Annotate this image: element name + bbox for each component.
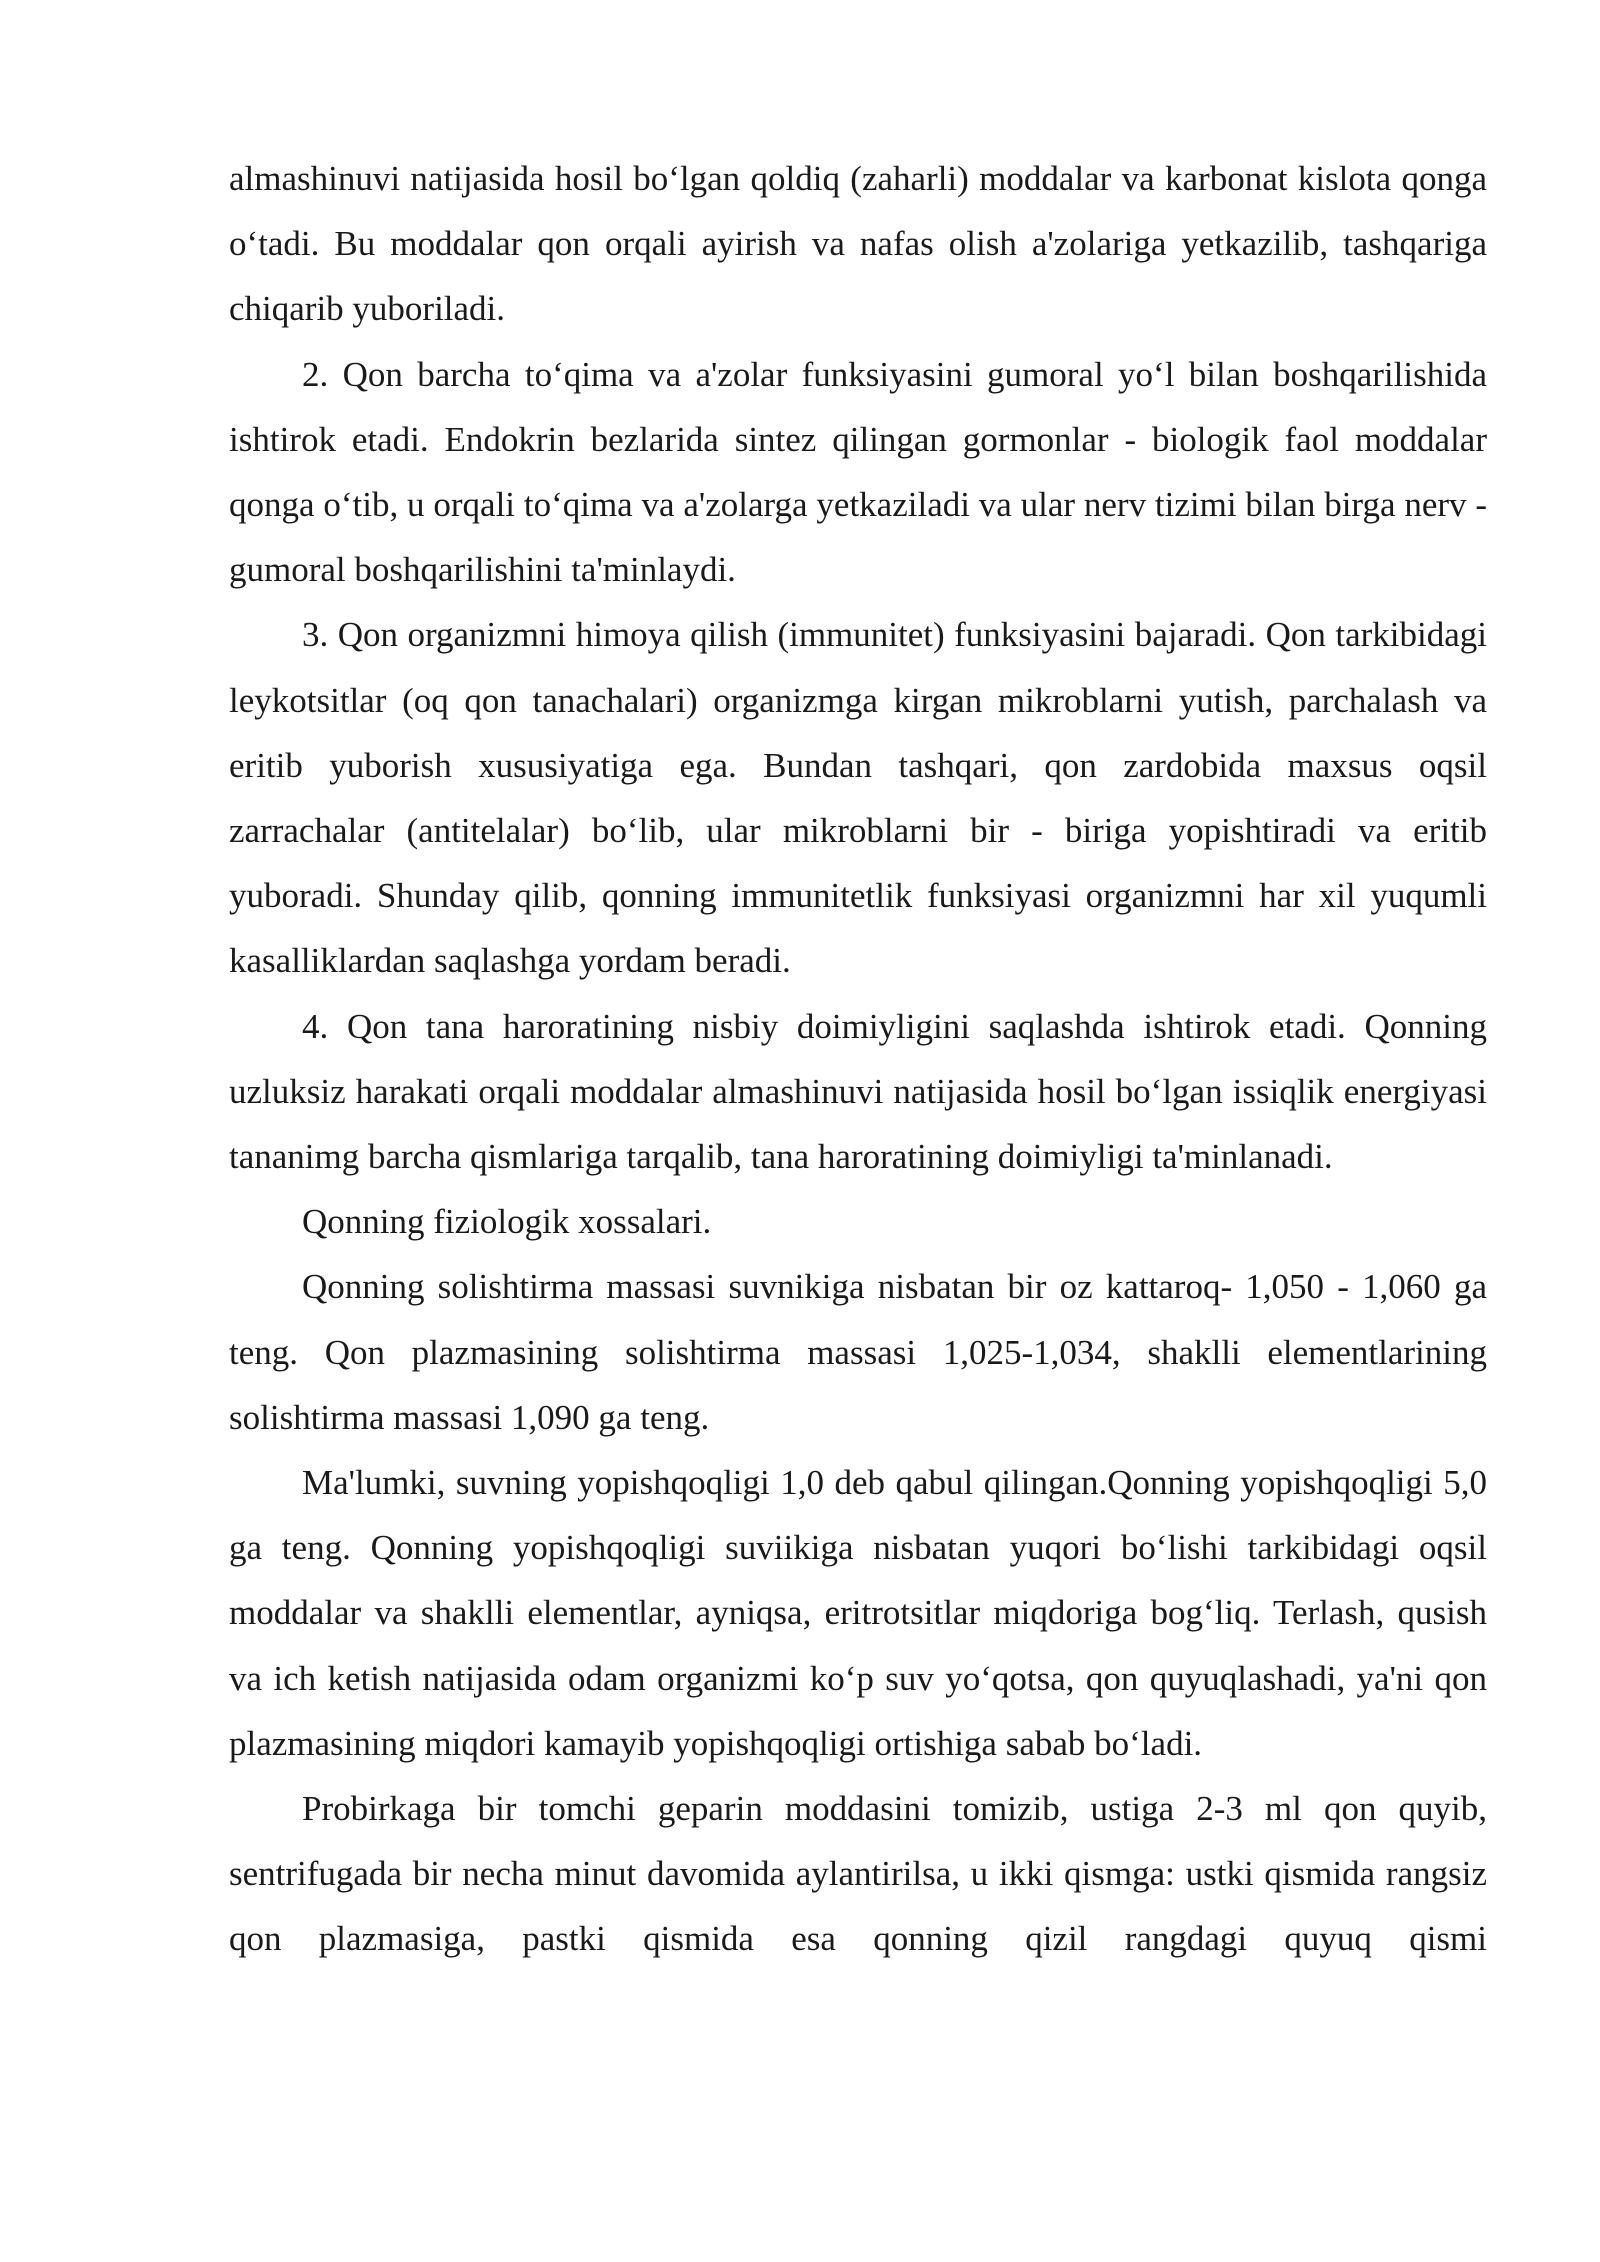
paragraph-probirka: Probirkaga bir tomchi geparin moddasini tomizib, ustiga 2-3 ml qon quyib, sentrifugada bir necha minut davomida aylantirilsa, u ikki qismga: ustki qismida rangsiz qon plazmasiga, pastki qismida esa qonning qizil rangdagi quyuq qismi [229, 1789, 1487, 1959]
paragraph-4-harorat: 4. Qon tana haroratining nisbiy doimiyligini saqlashda ishtirok etadi. Qonning uzluksiz harakati orqali moddalar almashinuvi natijasida hosil bo‘lgan issiqlik energiyasi tananimg barcha qismlariga tarqalib, tana haroratining doimiyligi ta'minlanadi. [229, 1006, 1487, 1177]
section-heading: Qonning fiziologik xossalari. [302, 1202, 712, 1242]
paragraph-continuation: almashinuvi natijasida hosil bo‘lgan qoldiq (zaharli) moddalar va karbonat kislota qonga o‘tadi. Bu moddalar qon orqali ayirish va nafas olish a'zolariga yetkazilib, tashqariga chiqarib yuboriladi. [229, 159, 1487, 329]
paragraph-2-gumoral: 2. Qon barcha to‘qima va a'zolar funksiyasini gumoral yo‘l bilan boshqarilishida ishtirok etadi. Endokrin bezlarida sintez qilingan gormonlar - biologik faol moddalar qonga o‘tib, u orqali to‘qima va a'zolarga yetkaziladi va ular nerv tizimi bilan birga nerv - gumoral boshqarilishini ta'minlaydi. [229, 354, 1487, 590]
body-text [229, 146, 1487, 1972]
paragraph-yopishqoqlik: Ma'lumki, suvning yopishqoqligi 1,0 deb qabul qilingan.Qonning yopishqoqligi 5,0 ga teng. Qonning yopishqoqligi suviikiga nisbatan yuqori bo‘lishi tarkibidagi oqsil moddalar va shaklli elementlar, ayniqsa, eritrotsitlar miqdoriga bog‘liq. Terlash, qusish va ich ketish natijasida odam organizmi ko‘p suv yo‘qotsa, qon quyuqlashadi, ya'ni qon plazmasining miqdori kamayib yopishqoqligi ortishiga sabab bo‘ladi. [229, 1463, 1487, 1763]
paragraph-solishtirma-massa: Qonning solishtirma massasi suvnikiga nisbatan bir oz kattaroq- 1,050 - 1,060 ga teng. Qon plazmasining solishtirma massasi 1,025-1,034, shaklli elementlarining solishtirma massasi 1,090 ga teng. [229, 1267, 1487, 1437]
paragraph-3-immunitet: 3. Qon organizmni himoya qilish (immunitet) funksiyasini bajaradi. Qon tarkibidagi leykotsitlar (oq qon tanachalari) organizmga kirgan mikroblarni yutish, parchalash va eritib yuborish xususiyatiga ega. Bundan tashqari, qon zardobida maxsus oqsil zarrachalar (antitelalar) bo‘lib, ular mikroblarni bir - biriga yopishtiradi va eritib yuboradi. Shunday qilib, qonning immunitetlik funksiyasi organizmni har xil yuqumli kasalliklardan saqlashga yordam beradi. [229, 615, 1487, 981]
